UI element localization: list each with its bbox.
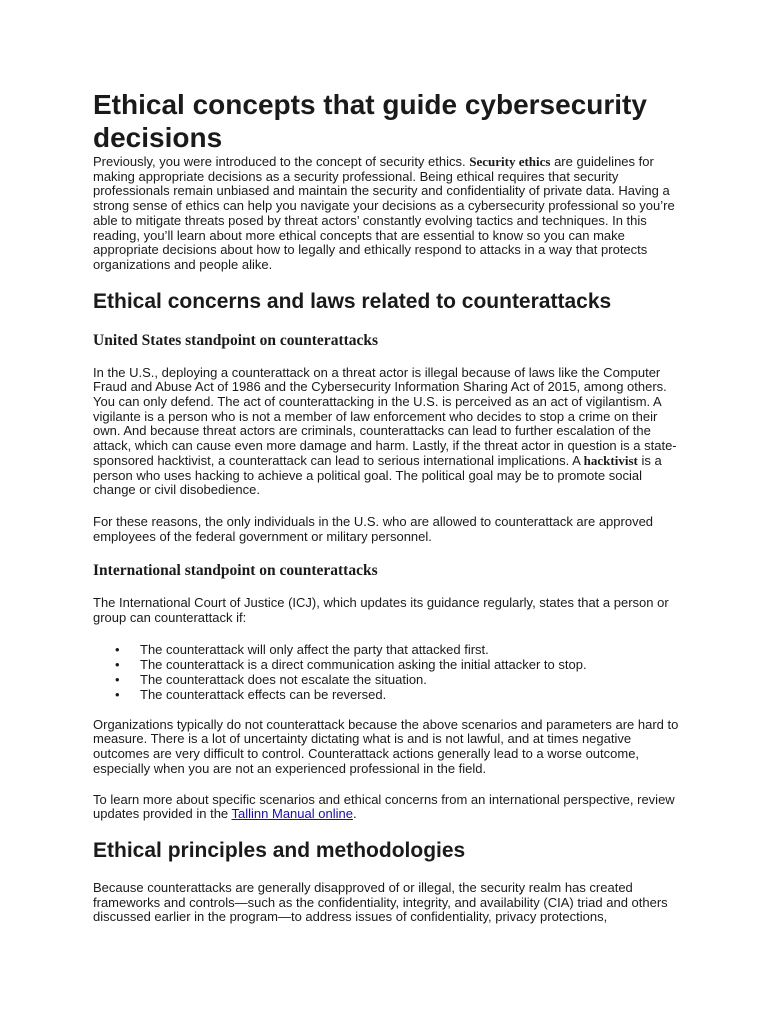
list-item — [93, 687, 683, 702]
list-item-text: The counterattack will only affect the party that attacked first. — [140, 641, 489, 657]
list-item — [93, 672, 683, 687]
intl-paragraph-1: The International Court of Justice (ICJ), which updates its guidance regularly, states that a person or group can counterattack if: — [93, 595, 669, 626]
intro-text-end: are guidelines for making appropriate decisions as a security professional. Being ethical requires that security professionals remain unbiased and maintain the security and confidentiality of private data. Having a strong sense of ethics can help you navigate your decisions as a cybersecurity professional so you’re able to mitigate threats posed by threat actors’ constantly evolving tactics and techniques. In this reading, you’ll learn about more ethical concepts that are essential to know so you can make appropriate decisions about how to legally and ethically respond to attacks in a way that protects organizations and people alike. — [93, 154, 675, 272]
list-item — [93, 642, 683, 657]
list-item-text: The counterattack effects can be reversed. — [140, 686, 387, 702]
list-item — [93, 657, 683, 672]
subheading-us-standpoint: United States standpoint on counterattacks — [93, 331, 379, 349]
us-paragraph-1 — [93, 366, 683, 498]
section-heading-counterattacks: Ethical concerns and laws related to counterattacks — [93, 289, 612, 313]
bullet-icon: • — [115, 671, 120, 687]
us-text-end: is a person who uses hacking to achieve a political goal. The political goal may be to promote social change or civil disobedience. — [93, 452, 662, 498]
bullet-icon: • — [115, 641, 120, 657]
tallinn-manual-link[interactable]: Tallinn Manual online — [231, 806, 353, 822]
list-item-text: The counterattack is a direct communication asking the initial attacker to stop. — [140, 656, 587, 672]
intl-text-end: . — [352, 806, 357, 822]
us-text-start: In the U.S., deploying a counterattack on a threat actor is illegal because of laws like the Computer Fraud and Abuse Act of 1986 and the Cybersecurity Information Sharing Act of 2015, among others. You can only defend. The act of counterattacking in the U.S. is perceived as an act of vigilantism. A vigilante is a person who is not a member of law enforcement who decides to stop a crime on their own. And because threat actors are criminals, counterattacks can lead to further escalation of the attack, which can cause even more damage and harm. Lastly, if the threat actor in question is a state-sponsored hacktivist, a counterattack can lead to serious international implications. A — [93, 364, 677, 468]
intl-text-start: To learn more about specific scenarios and ethical concerns from an international perspective, review updates provided in the — [93, 791, 675, 822]
intl-paragraph-3 — [93, 793, 683, 822]
us-term-hacktivist: hacktivist — [583, 452, 638, 468]
principles-paragraph-1: Because counterattacks are generally disapproved of or illegal, the security realm has created frameworks and controls—such as the confidentiality, integrity, and availability (CIA) triad and others discussed earlier in the program—to address issues of confidentiality, privacy protections, — [93, 879, 668, 925]
document-page — [93, 88, 683, 925]
bullet-icon: • — [115, 656, 120, 672]
bullet-icon: • — [115, 686, 120, 702]
page-title: Ethical concepts that guide cybersecurity decisions — [93, 89, 647, 153]
intro-paragraph — [93, 155, 683, 273]
intro-term-security-ethics: Security ethics — [469, 154, 551, 169]
section-heading-principles: Ethical principles and methodologies — [93, 838, 466, 862]
list-item-text: The counterattack does not escalate the situation. — [140, 671, 427, 687]
intro-text-start: Previously, you were introduced to the concept of security ethics. — [93, 154, 470, 169]
subheading-international-standpoint: International standpoint on counterattacks — [93, 562, 378, 580]
us-paragraph-2: For these reasons, the only individuals in the U.S. who are allowed to counterattack are approved employees of the federal government or military personnel. — [93, 513, 654, 544]
icj-conditions-list — [93, 642, 683, 702]
intl-paragraph-2: Organizations typically do not counterattack because the above scenarios and parameters are hard to measure. There is a lot of uncertainty dictating what is and is not lawful, and at times negative outcomes are very difficult to control. Counterattack actions generally lead to a worse outcome, especially when you are not an experienced professional in the field. — [93, 716, 679, 776]
